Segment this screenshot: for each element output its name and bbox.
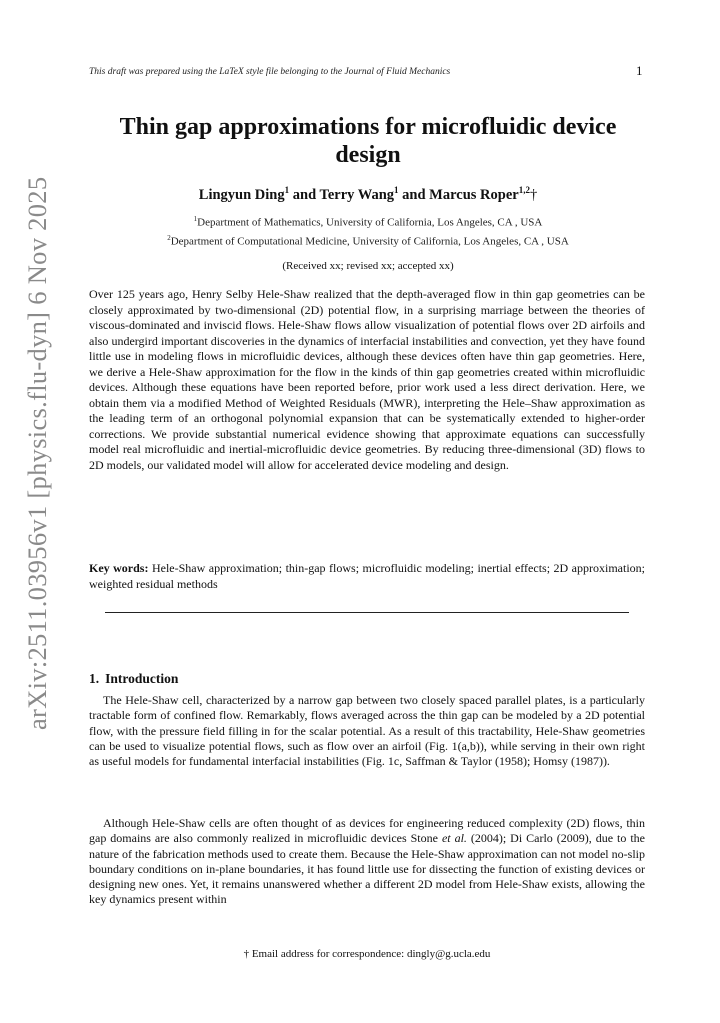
paragraph-text: (2004); Di Carlo (2009), due to the nature of the fabrication methods used to create them. Because the Hele-Shaw approximation can not model no-slip boundary conditions on in-plane boundaries, it has found little use for dissecting the function of existing devices or designing new ones. Yet, it remains unanswered whether a different 2D model from Hele-Shaw exists, allowing the key dynamics present within	[89, 831, 645, 907]
arxiv-stamp: arXiv:2511.03956v1 [physics.flu-dyn] 6 Nov 2025	[22, 176, 52, 730]
abstract: Over 125 years ago, Henry Selby Hele-Shaw realized that the depth-averaged flow in thin gap geometries can be closely approximated by two-dimensional (2D) potential flow, in a surprising marriage between the theories of viscous-dominated and inviscid flows. Hele-Shaw flows allow visualization of potential flows over 2D airfoils and also undergird important discoveries in the dynamics of interfacial instabilities and convection, yet they have found little use in modeling flows in microfluidic devices, although these devices often have thin gap geometries. Here, we derive a Hele-Shaw approximation for the flow in the kinds of thin gap geometries created within microfluidic devices. Although these equations have been reported before, prior work used a less direct derivation. Here, we obtain them via a modified Method of Weighted Residuals (MWR), interpreting the Hele–Shaw approximation as the leading term of an orthogonal polynomial expansion that can be systematically extended to higher-order corrections. We provide substantial numerical evidence showing that approximate equations can successfully model real microfluidic and inertial-microfluidic device geometries. By reducing three-dimensional (3D) flows to 2D models, our validated model will allow for accelerated device modeling and design.	[89, 287, 645, 472]
page-number: 1	[636, 63, 643, 78]
affiliation-marker: 2	[167, 234, 171, 242]
footnote: † Email address for correspondence: dingly@g.ucla.edu	[243, 948, 491, 960]
affiliation-text: Department of Computational Medicine, University of California, Los Angeles, CA , USA	[170, 235, 569, 248]
keywords-text: Hele-Shaw approximation; thin-gap flows; microfluidic modeling; inertial effects; 2D approximation; weighted residual methods	[89, 561, 645, 591]
author-name: Lingyun Ding	[198, 186, 285, 203]
section-number: 1.	[89, 671, 100, 686]
affiliation	[90, 215, 646, 229]
corresponding-author-dagger: †	[529, 186, 538, 203]
intro-paragraph	[89, 816, 645, 908]
section-title: Introduction	[105, 671, 179, 686]
keywords	[89, 561, 645, 592]
running-head: This draft was prepared using the LaTeX style file belonging to the Journal of Fluid Mechanics	[89, 67, 451, 77]
author-separator: and	[398, 186, 430, 203]
paragraph-text: Although Hele-Shaw cells are often thought of as devices for engineering reduced complexity (2D) flows, thin gap domains are also commonly realized in microfluidic devices Stone	[89, 816, 645, 846]
author-affiliation-marker: 1	[284, 185, 290, 195]
author-separator: and	[289, 186, 320, 203]
affiliation-marker: 1	[193, 215, 198, 223]
author-affiliation-marker: 1	[394, 185, 399, 195]
affiliation	[90, 234, 646, 248]
author-list	[90, 185, 646, 204]
section-divider	[105, 612, 629, 613]
author-name: Marcus Roper	[429, 186, 519, 203]
author-affiliation-marker: 1,2	[518, 185, 530, 195]
paper-title: Thin gap approximations for microfluidic device design	[119, 114, 617, 168]
section-heading	[89, 671, 178, 687]
author-name: Terry Wang	[319, 186, 395, 203]
citation-etal: et al.	[441, 831, 467, 846]
received-dates: (Received xx; revised xx; accepted xx)	[282, 260, 454, 272]
intro-paragraph: The Hele-Shaw cell, characterized by a narrow gap between two closely spaced parallel plates, is a particularly tractable form of confined flow. Remarkably, flows averaged across the thin gap can be modeled by a 2D potential flow, with the pressure field filling in for the scalar potential. As a result of this tractability, Hele-Shaw geometries can be used to visualize potential flows, such as flow over an airfoil (Fig. 1(a,b)), while serving in their own right as useful models for fundamental interfacial instabilities (Fig. 1c, Saffman & Taylor (1958); Homsy (1987)).	[89, 693, 645, 769]
keywords-label: Key words:	[89, 561, 149, 575]
affiliation-text: Department of Mathematics, University of California, Los Angeles, CA , USA	[197, 216, 543, 229]
